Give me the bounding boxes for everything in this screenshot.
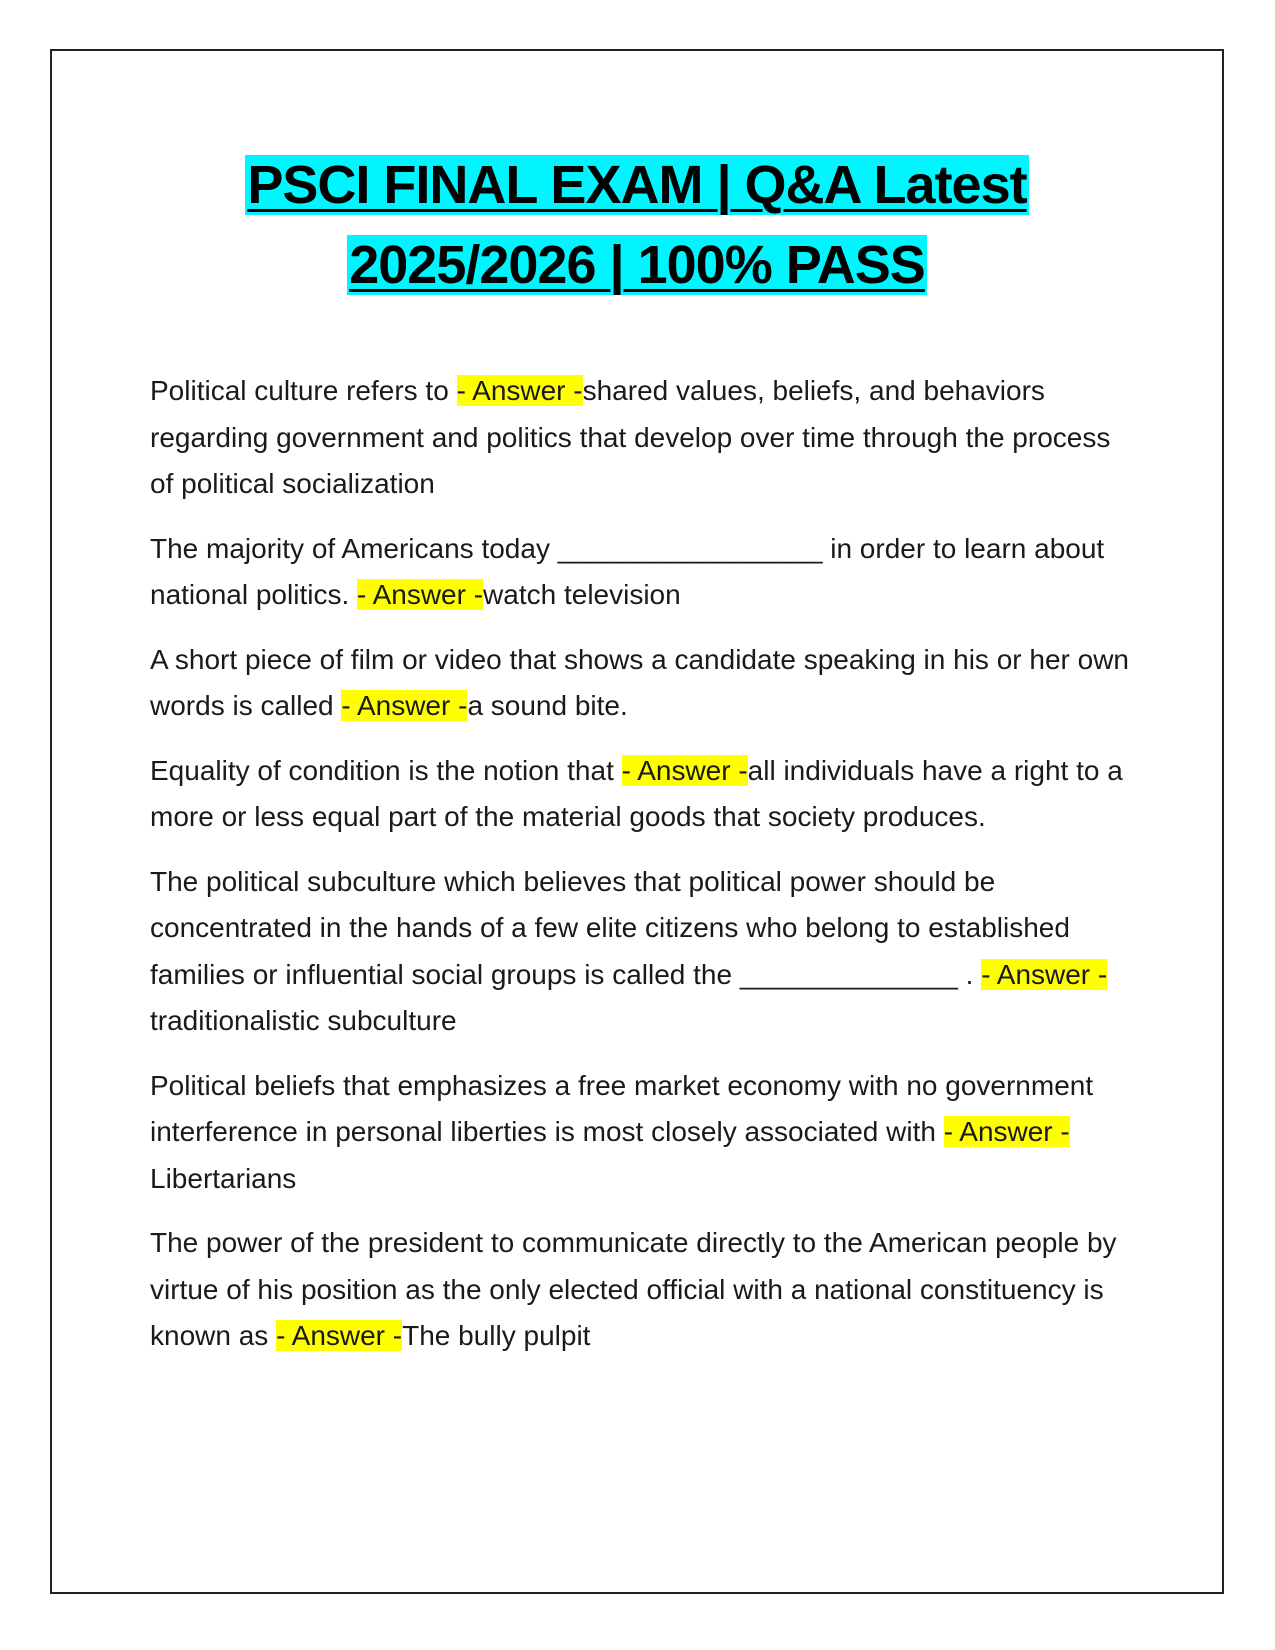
question-text: The power of the president to communicate directly to the American people by virtue of his position as the only elected official with a national constituency is known as [150,1227,1117,1351]
answer-text: all individuals have a right to a more or less equal part of the material goods that society produces. [150,754,1123,832]
question-text: The political subculture which believes that political power should be concentrated in the hands of a few elite citizens who belong to established families or influential social groups is called the ______________ . [150,865,1070,990]
answer-text: Libertarians [150,1162,297,1194]
answer-text: The bully pulpit [402,1320,591,1351]
title-line-2-text: 2025/2026 | 100% PASS [349,235,925,295]
answer-marker: - Answer - [621,754,748,786]
question-text: Political culture refers to [150,375,457,406]
question-text: Political beliefs that emphasizes a free market economy with no government interference in personal liberties is most closely associated with [150,1069,1094,1147]
title-line-1-text: PSCI FINAL EXAM | Q&A Latest [247,155,1027,215]
qa-item [150,748,1140,841]
answer-marker: - Answer - [981,958,1108,990]
answer-marker: - Answer - [341,690,468,721]
question-text: A short piece of film or video that shows a candidate speaking in his or her own words is called [150,643,1129,721]
title-line-2 [50,225,1224,305]
answer-text: watch television [483,579,681,610]
qa-item [150,859,1140,1045]
title-line-1 [50,145,1224,225]
qa-list [150,368,1140,1378]
answer-marker: - Answer - [943,1116,1070,1147]
answer-marker: - Answer - [276,1320,403,1351]
qa-item [150,1063,1140,1203]
qa-item [150,526,1140,619]
answer-text: a sound bite. [467,690,628,721]
answer-marker: - Answer - [456,375,583,406]
answer-marker: - Answer - [357,579,484,610]
question-text: The majority of Americans today _________________ in order to learn about national politics. [150,532,1105,610]
qa-item [150,637,1140,730]
qa-item [150,368,1140,508]
answer-text: traditionalistic subculture [150,1005,457,1036]
answer-text: shared values, beliefs, and behaviors regarding government and politics that develop over time through the process of political socialization [150,375,1111,499]
document-title [50,145,1224,305]
qa-item [150,1220,1140,1360]
question-text: Equality of condition is the notion that [150,754,622,786]
